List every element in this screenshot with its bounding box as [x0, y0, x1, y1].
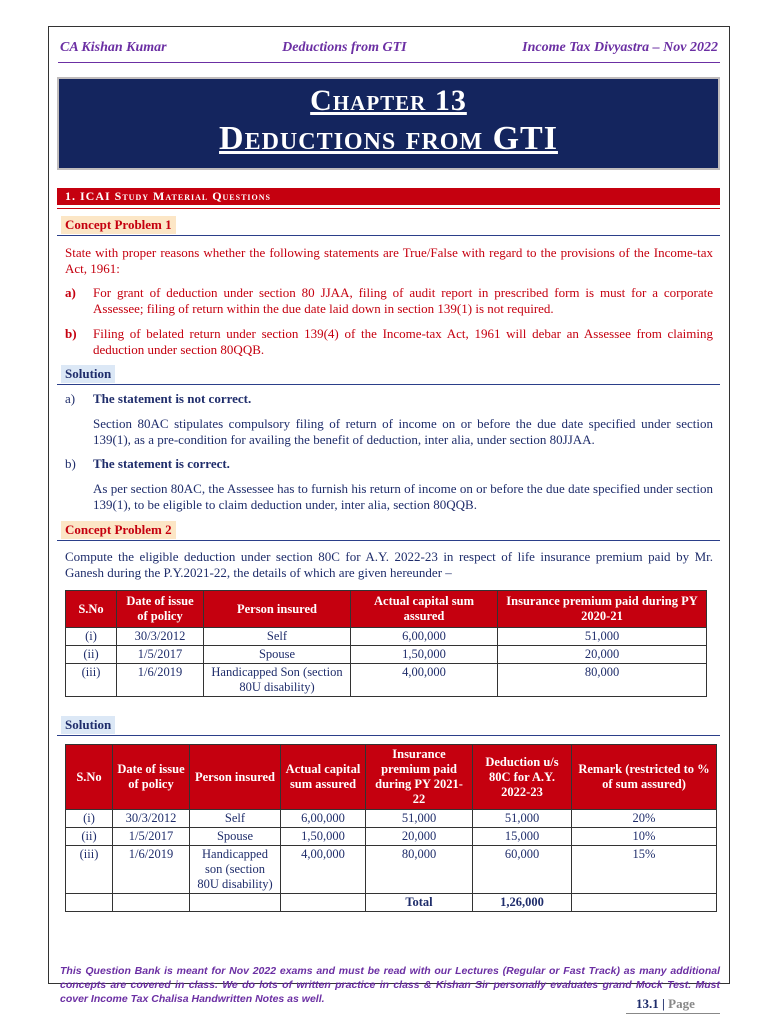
cell: 51,000 — [473, 810, 572, 828]
cell: 30/3/2012 — [117, 628, 204, 646]
cell: 1/5/2017 — [117, 646, 204, 664]
header-topic: Deductions from GTI — [282, 40, 407, 55]
solution1-text-a: Section 80AC stipulates compulsory filing of return of income on or before the due date specified under section 139(1), as a pre-condition for availing the benefit of deduction, inter alia, under section 80JJAA. — [93, 416, 713, 447]
cell: (i) — [66, 628, 117, 646]
col-sno: S.No — [66, 591, 117, 628]
cell: 20,000 — [366, 828, 473, 846]
table-row — [66, 846, 717, 894]
chapter-title: Deductions from GTI — [219, 120, 558, 157]
header-author: CA Kishan Kumar — [60, 40, 167, 55]
col-remark: Remark (restricted to % of sum assured) — [572, 745, 717, 810]
cell: 80,000 — [498, 664, 707, 697]
total-value: 1,26,000 — [473, 894, 572, 912]
cell: 51,000 — [498, 628, 707, 646]
solution2-divider — [57, 735, 720, 736]
cell — [190, 894, 281, 912]
cell: (iii) — [66, 664, 117, 697]
footer-note: This Question Bank is meant for Nov 2022 exams and must be read with our Lectures (Regular or Fast Track) as many additional concepts are covered in class. We do lots of written practice in class & Kishan Sir personally evaluates grand Mock Test. Must cover Income Tax Chalisa Handwritten Notes as well. — [60, 965, 720, 1005]
concept-problem-2-label: Concept Problem 2 — [61, 521, 176, 539]
cell: 20% — [572, 810, 717, 828]
cell: 15% — [572, 846, 717, 894]
problem1-intro: State with proper reasons whether the following statements are True/False with regard to the provisions of the Income-tax Act, 1961: — [65, 245, 713, 276]
header-book: Income Tax Divyastra – Nov 2022 — [522, 40, 718, 55]
cell: 60,000 — [473, 846, 572, 894]
policy-details-table — [65, 590, 707, 697]
cell: 1/6/2019 — [117, 664, 204, 697]
running-header — [60, 40, 718, 56]
problem2-intro: Compute the eligible deduction under section 80C for A.Y. 2022-23 in respect of life insurance premium paid by Mr. Ganesh during the P.Y.2021-22, the details of which are given hereunder – — [65, 549, 713, 580]
solution1-heading-a: The statement is not correct. — [93, 391, 252, 406]
cell: Spouse — [204, 646, 351, 664]
solution-1-label: Solution — [61, 365, 115, 383]
table-row — [66, 828, 717, 846]
cell: 1/6/2019 — [113, 846, 190, 894]
cell: 80,000 — [366, 846, 473, 894]
cell: 4,00,000 — [351, 664, 498, 697]
cell: 1,50,000 — [281, 828, 366, 846]
problem2-divider — [57, 540, 720, 541]
page-number — [636, 996, 695, 1012]
table-row — [66, 628, 707, 646]
table-header-row — [66, 745, 717, 810]
col-deduction: Deduction u/s 80C for A.Y. 2022-23 — [473, 745, 572, 810]
col-person: Person insured — [190, 745, 281, 810]
chapter-banner — [57, 77, 720, 170]
solution1-heading-b: The statement is correct. — [93, 456, 230, 471]
page-number-rule — [626, 1013, 720, 1014]
page-separator: | — [662, 996, 665, 1011]
col-date: Date of issue of policy — [117, 591, 204, 628]
cell — [281, 894, 366, 912]
chapter-number: Chapter 13 — [310, 84, 467, 117]
cell: Handicapped son (section 80U disability) — [190, 846, 281, 894]
total-row — [66, 894, 717, 912]
cell — [113, 894, 190, 912]
problem1-marker-a: a) — [65, 285, 76, 300]
section-heading: 1. ICAI Study Material Questions — [57, 188, 720, 205]
col-sum-assured: Actual capital sum assured — [351, 591, 498, 628]
cell: Self — [190, 810, 281, 828]
solution-2-label: Solution — [61, 716, 115, 734]
col-sno: S.No — [66, 745, 113, 810]
problem1-marker-b: b) — [65, 326, 77, 341]
solution1-marker-b: b) — [65, 456, 76, 471]
cell: Self — [204, 628, 351, 646]
table-row — [66, 664, 707, 697]
cell: 4,00,000 — [281, 846, 366, 894]
solution1-marker-a: a) — [65, 391, 76, 406]
page-word: Page — [668, 996, 695, 1011]
deduction-computation-table — [65, 744, 717, 912]
cell: 15,000 — [473, 828, 572, 846]
table-row — [66, 646, 707, 664]
cell: (ii) — [66, 646, 117, 664]
cell: (iii) — [66, 846, 113, 894]
table-header-row — [66, 591, 707, 628]
cell: 1/5/2017 — [113, 828, 190, 846]
concept-problem-1-label: Concept Problem 1 — [61, 216, 176, 234]
total-label: Total — [366, 894, 473, 912]
problem1-statement-a: For grant of deduction under section 80 JJAA, filing of audit report in prescribed form is must for a corporate Assessee; filing of return within the due date laid down in section 139(1) is not required. — [93, 285, 713, 316]
col-date: Date of issue of policy — [113, 745, 190, 810]
cell: 51,000 — [366, 810, 473, 828]
cell: Spouse — [190, 828, 281, 846]
cell: 6,00,000 — [351, 628, 498, 646]
cell: 10% — [572, 828, 717, 846]
cell: 30/3/2012 — [113, 810, 190, 828]
problem1-statement-b: Filing of belated return under section 139(4) of the Income-tax Act, 1961 will debar an Assessee from claiming deduction under section 80QQB. — [93, 326, 713, 357]
solution1-divider — [57, 384, 720, 385]
table-row — [66, 810, 717, 828]
cell — [572, 894, 717, 912]
header-divider — [58, 62, 720, 63]
cell: (ii) — [66, 828, 113, 846]
cell: Handicapped Son (section 80U disability) — [204, 664, 351, 697]
cell: 6,00,000 — [281, 810, 366, 828]
col-person: Person insured — [204, 591, 351, 628]
cell: (i) — [66, 810, 113, 828]
col-premium: Insurance premium paid during PY 2021-22 — [366, 745, 473, 810]
col-sum-assured: Actual capital sum assured — [281, 745, 366, 810]
problem1-divider — [57, 235, 720, 236]
cell: 1,50,000 — [351, 646, 498, 664]
col-premium: Insurance premium paid during PY 2020-21 — [498, 591, 707, 628]
section-divider — [57, 208, 720, 209]
solution1-text-b: As per section 80AC, the Assessee has to furnish his return of income on or before the due date specified under section 139(1), to be eligible to claim deduction under, inter alia, section 80QQB. — [93, 481, 713, 512]
cell: 20,000 — [498, 646, 707, 664]
cell — [66, 894, 113, 912]
page-number-value: 13.1 — [636, 996, 659, 1011]
